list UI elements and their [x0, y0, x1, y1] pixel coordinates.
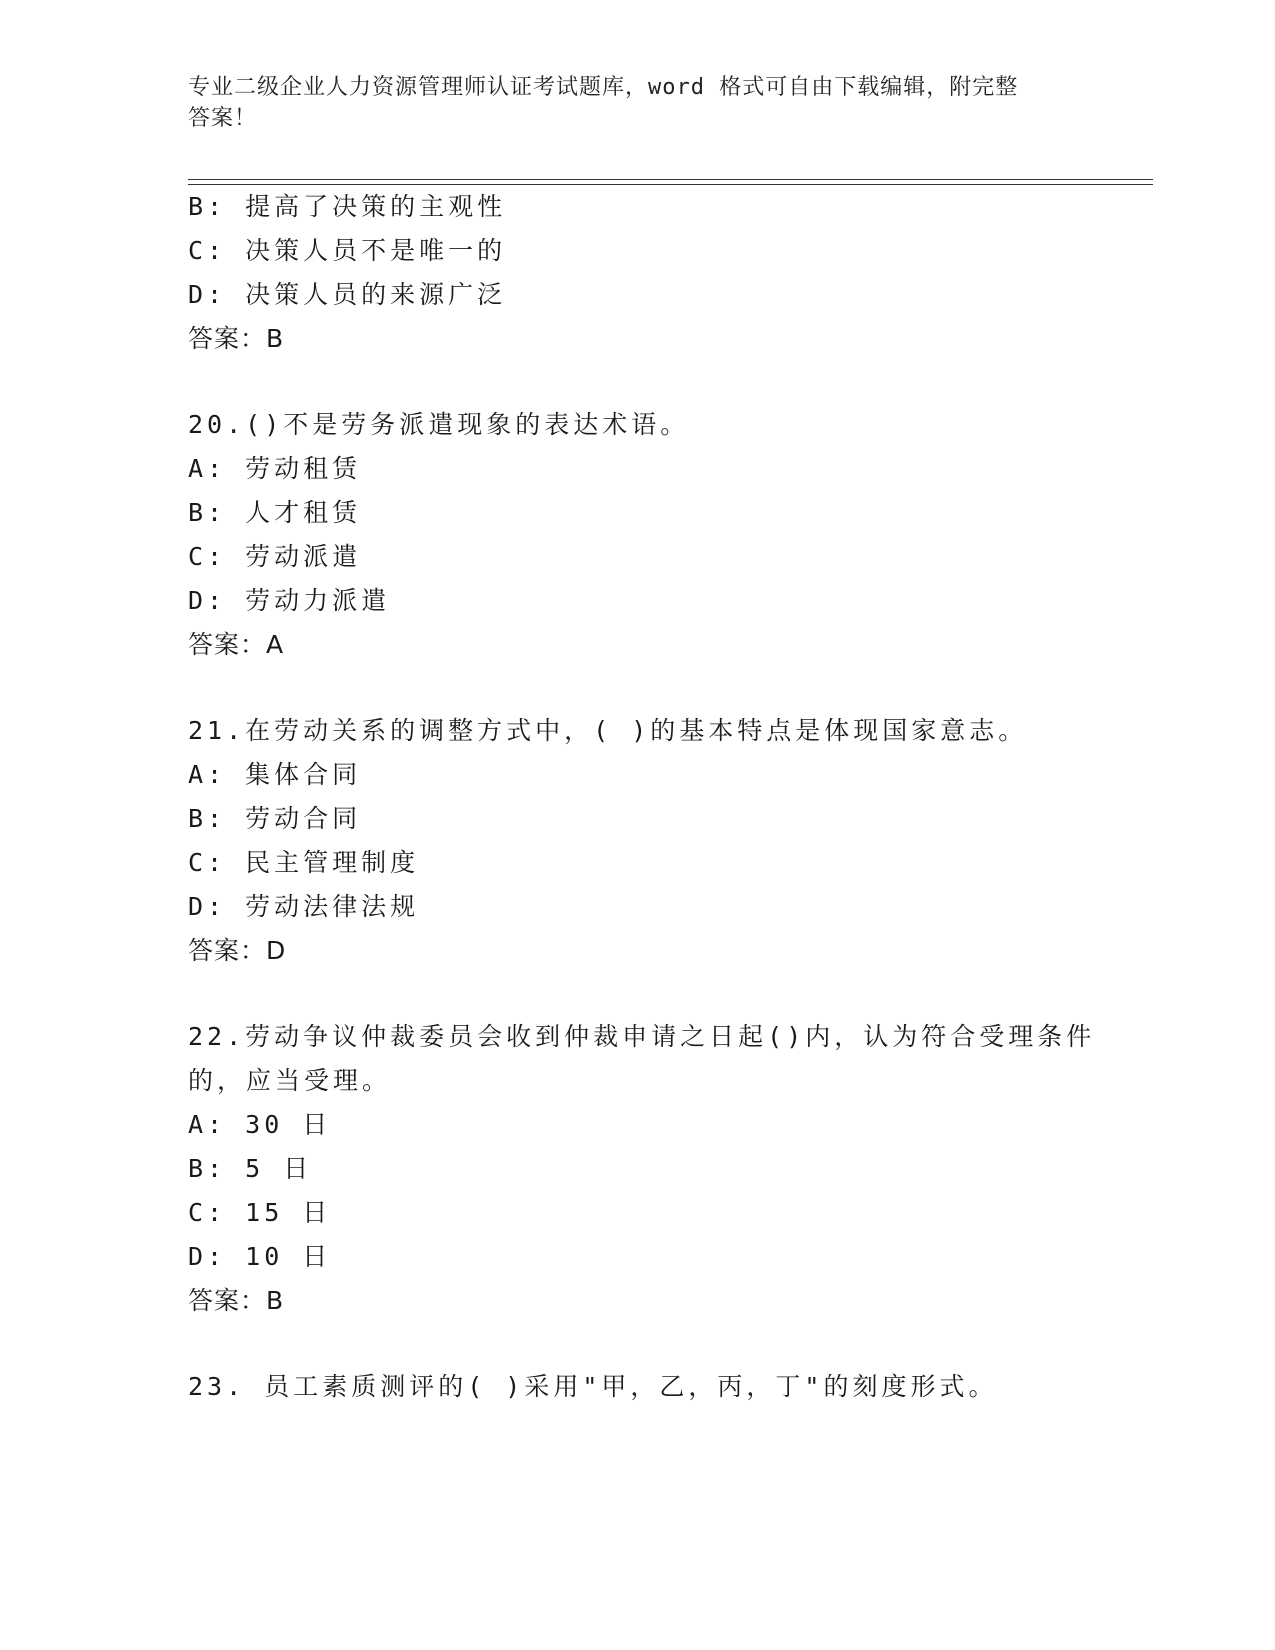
option-a: A: 30 日 [188, 1110, 332, 1139]
option-b: B: 5 日 [188, 1154, 313, 1183]
option-b: B: 人才租赁 [188, 498, 362, 527]
answer: 答案：D [188, 936, 287, 965]
option-d: D: 劳动法律法规 [188, 892, 420, 921]
header-line-2: 答案！ [188, 106, 258, 131]
option-c: C: 15 日 [188, 1198, 332, 1227]
question-stem: 20.()不是劳务派遣现象的表达术语。 [188, 410, 690, 439]
option-a: A: 劳动租赁 [188, 454, 362, 483]
question-stem: 23. 员工素质测评的( )采用"甲，乙，丙，丁"的刻度形式。 [188, 1372, 998, 1401]
option-d: D: 10 日 [188, 1242, 332, 1271]
answer: 答案：B [188, 324, 285, 353]
document-header [188, 72, 1088, 134]
header-divider-top [188, 179, 1153, 180]
option-c: C: 决策人员不是唯一的 [188, 236, 507, 265]
option-b: B: 劳动合同 [188, 804, 362, 833]
option-d: D: 劳动力派遣 [188, 586, 391, 615]
question-stem-continued: 的，应当受理。 [188, 1066, 392, 1095]
option-b: B: 提高了决策的主观性 [188, 192, 507, 221]
option-c: C: 劳动派遣 [188, 542, 362, 571]
option-a: A: 集体合同 [188, 760, 362, 789]
question-stem: 22.劳动争议仲裁委员会收到仲裁申请之日起()内，认为符合受理条件 [188, 1022, 1096, 1051]
answer: 答案：B [188, 1286, 285, 1315]
answer: 答案：A [188, 630, 285, 659]
header-divider-bottom [188, 184, 1153, 185]
question-stem: 21.在劳动关系的调整方式中，( )的基本特点是体现国家意志。 [188, 716, 1028, 745]
option-c: C: 民主管理制度 [188, 848, 420, 877]
header-line-1: 专业二级企业人力资源管理师认证考试题库，word 格式可自由下载编辑，附完整 [188, 75, 1019, 100]
option-d: D: 决策人员的来源广泛 [188, 280, 507, 309]
